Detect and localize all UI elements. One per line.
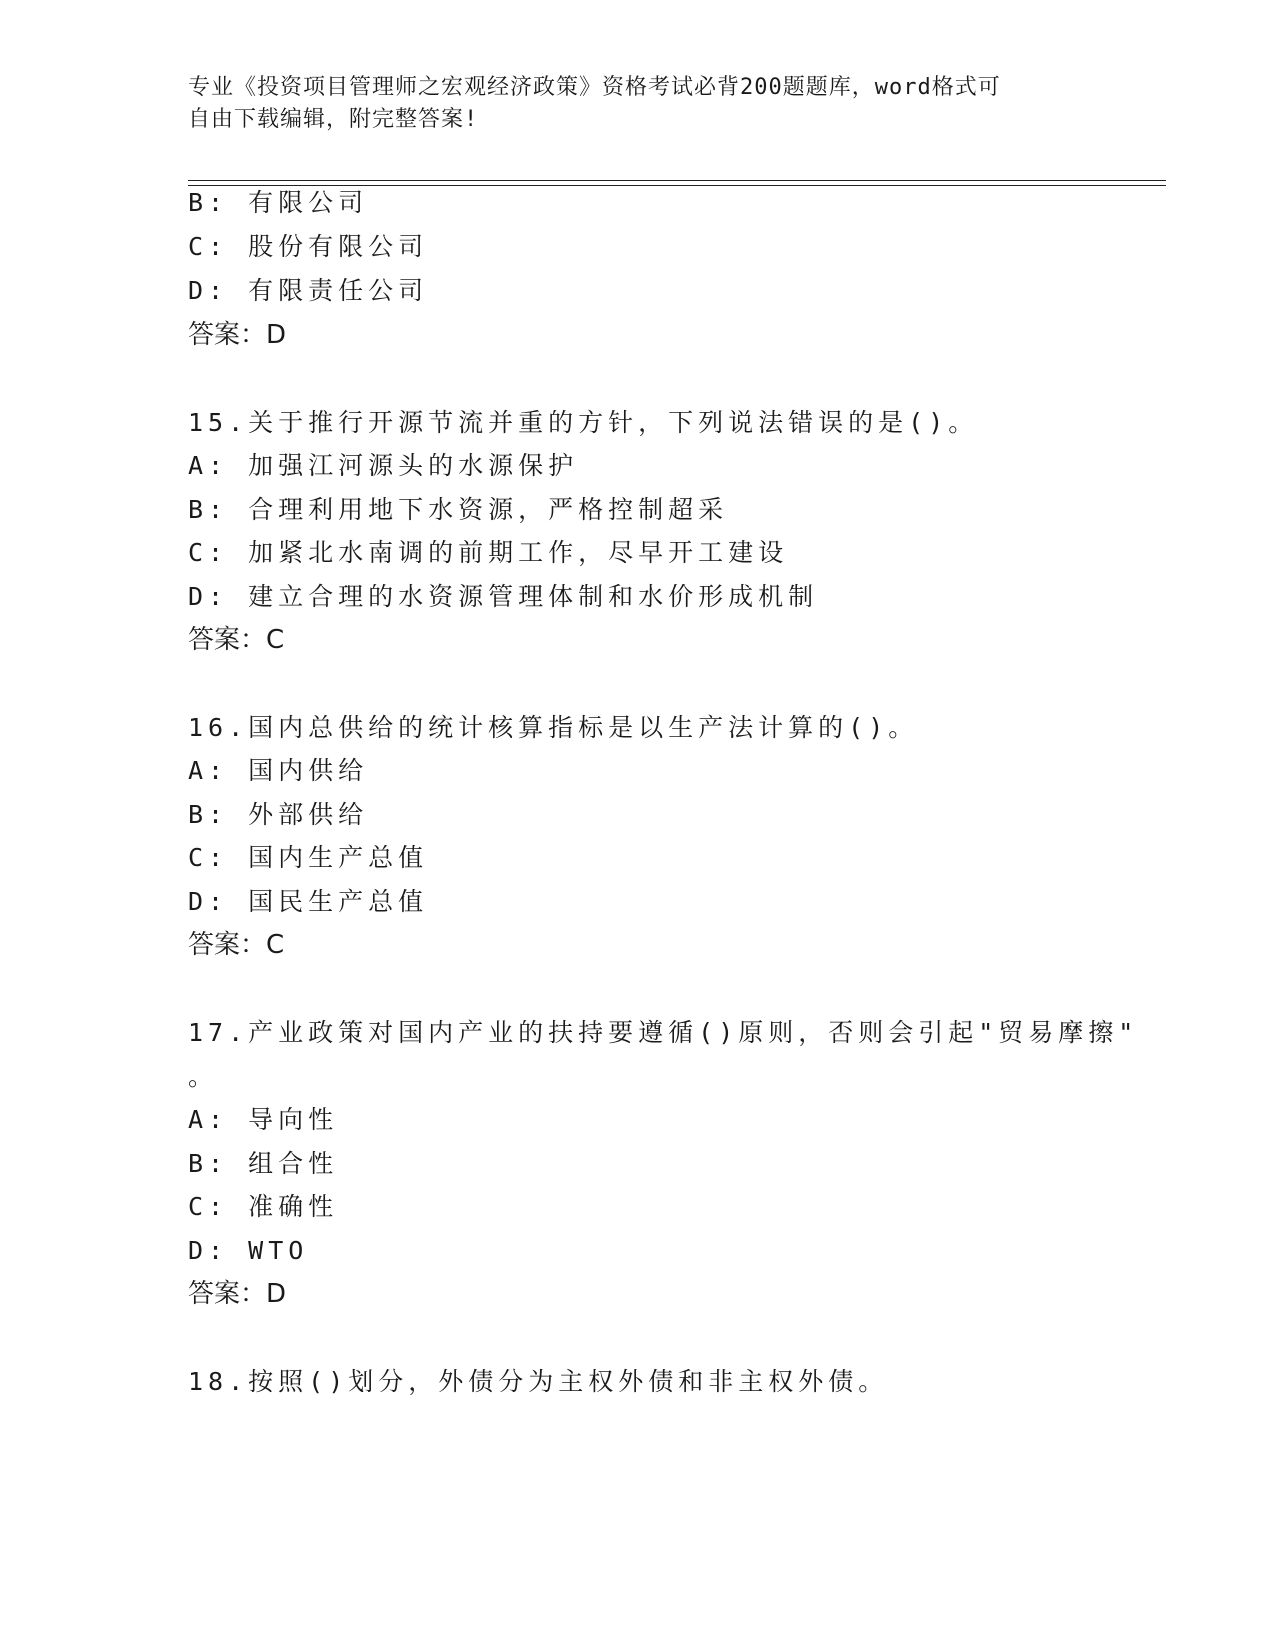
q14-option-d: D: 有限责任公司	[188, 276, 429, 305]
q14-answer: 答案：D	[188, 320, 287, 350]
q16-option-a: A: 国内供给	[188, 756, 369, 785]
q17-option-d: D: WTO	[188, 1236, 309, 1265]
q15-option-d: D: 建立合理的水资源管理体制和水价形成机制	[188, 582, 819, 611]
q17-answer: 答案：D	[188, 1279, 287, 1309]
q16-option-d: D: 国民生产总值	[188, 887, 429, 916]
q16-question: 16.国内总供给的统计核算指标是以生产法计算的()。	[188, 713, 919, 742]
q17-option-c: C: 准确性	[188, 1192, 339, 1221]
q16-option-b: B: 外部供给	[188, 800, 369, 829]
q15-option-b: B: 合理利用地下水资源，严格控制超采	[188, 495, 729, 524]
q14-option-c: C: 股份有限公司	[188, 232, 429, 261]
q17-question-line1: 17.产业政策对国内产业的扶持要遵循()原则，否则会引起"贸易摩擦"	[188, 1018, 1139, 1047]
header-title-line2: 自由下载编辑，附完整答案!	[188, 107, 479, 132]
q16-option-c: C: 国内生产总值	[188, 843, 429, 872]
q15-option-c: C: 加紧北水南调的前期工作，尽早开工建设	[188, 538, 789, 567]
q18-question: 18.按照()划分，外债分为主权外债和非主权外债。	[188, 1367, 889, 1396]
q17-question-line2: 。	[188, 1062, 219, 1091]
header-title-line1: 专业《投资项目管理师之宏观经济政策》资格考试必背200题题库，word格式可	[188, 75, 1001, 100]
q15-answer: 答案：C	[188, 625, 285, 655]
q15-question: 15.关于推行开源节流并重的方针，下列说法错误的是()。	[188, 408, 979, 437]
q17-option-b: B: 组合性	[188, 1149, 339, 1178]
q14-option-b: B: 有限公司	[188, 188, 369, 217]
q16-answer: 答案：C	[188, 930, 285, 960]
document-header	[188, 72, 1088, 136]
header-divider-top	[188, 180, 1166, 181]
q17-option-a: A: 导向性	[188, 1105, 339, 1134]
q15-option-a: A: 加强江河源头的水源保护	[188, 451, 579, 480]
